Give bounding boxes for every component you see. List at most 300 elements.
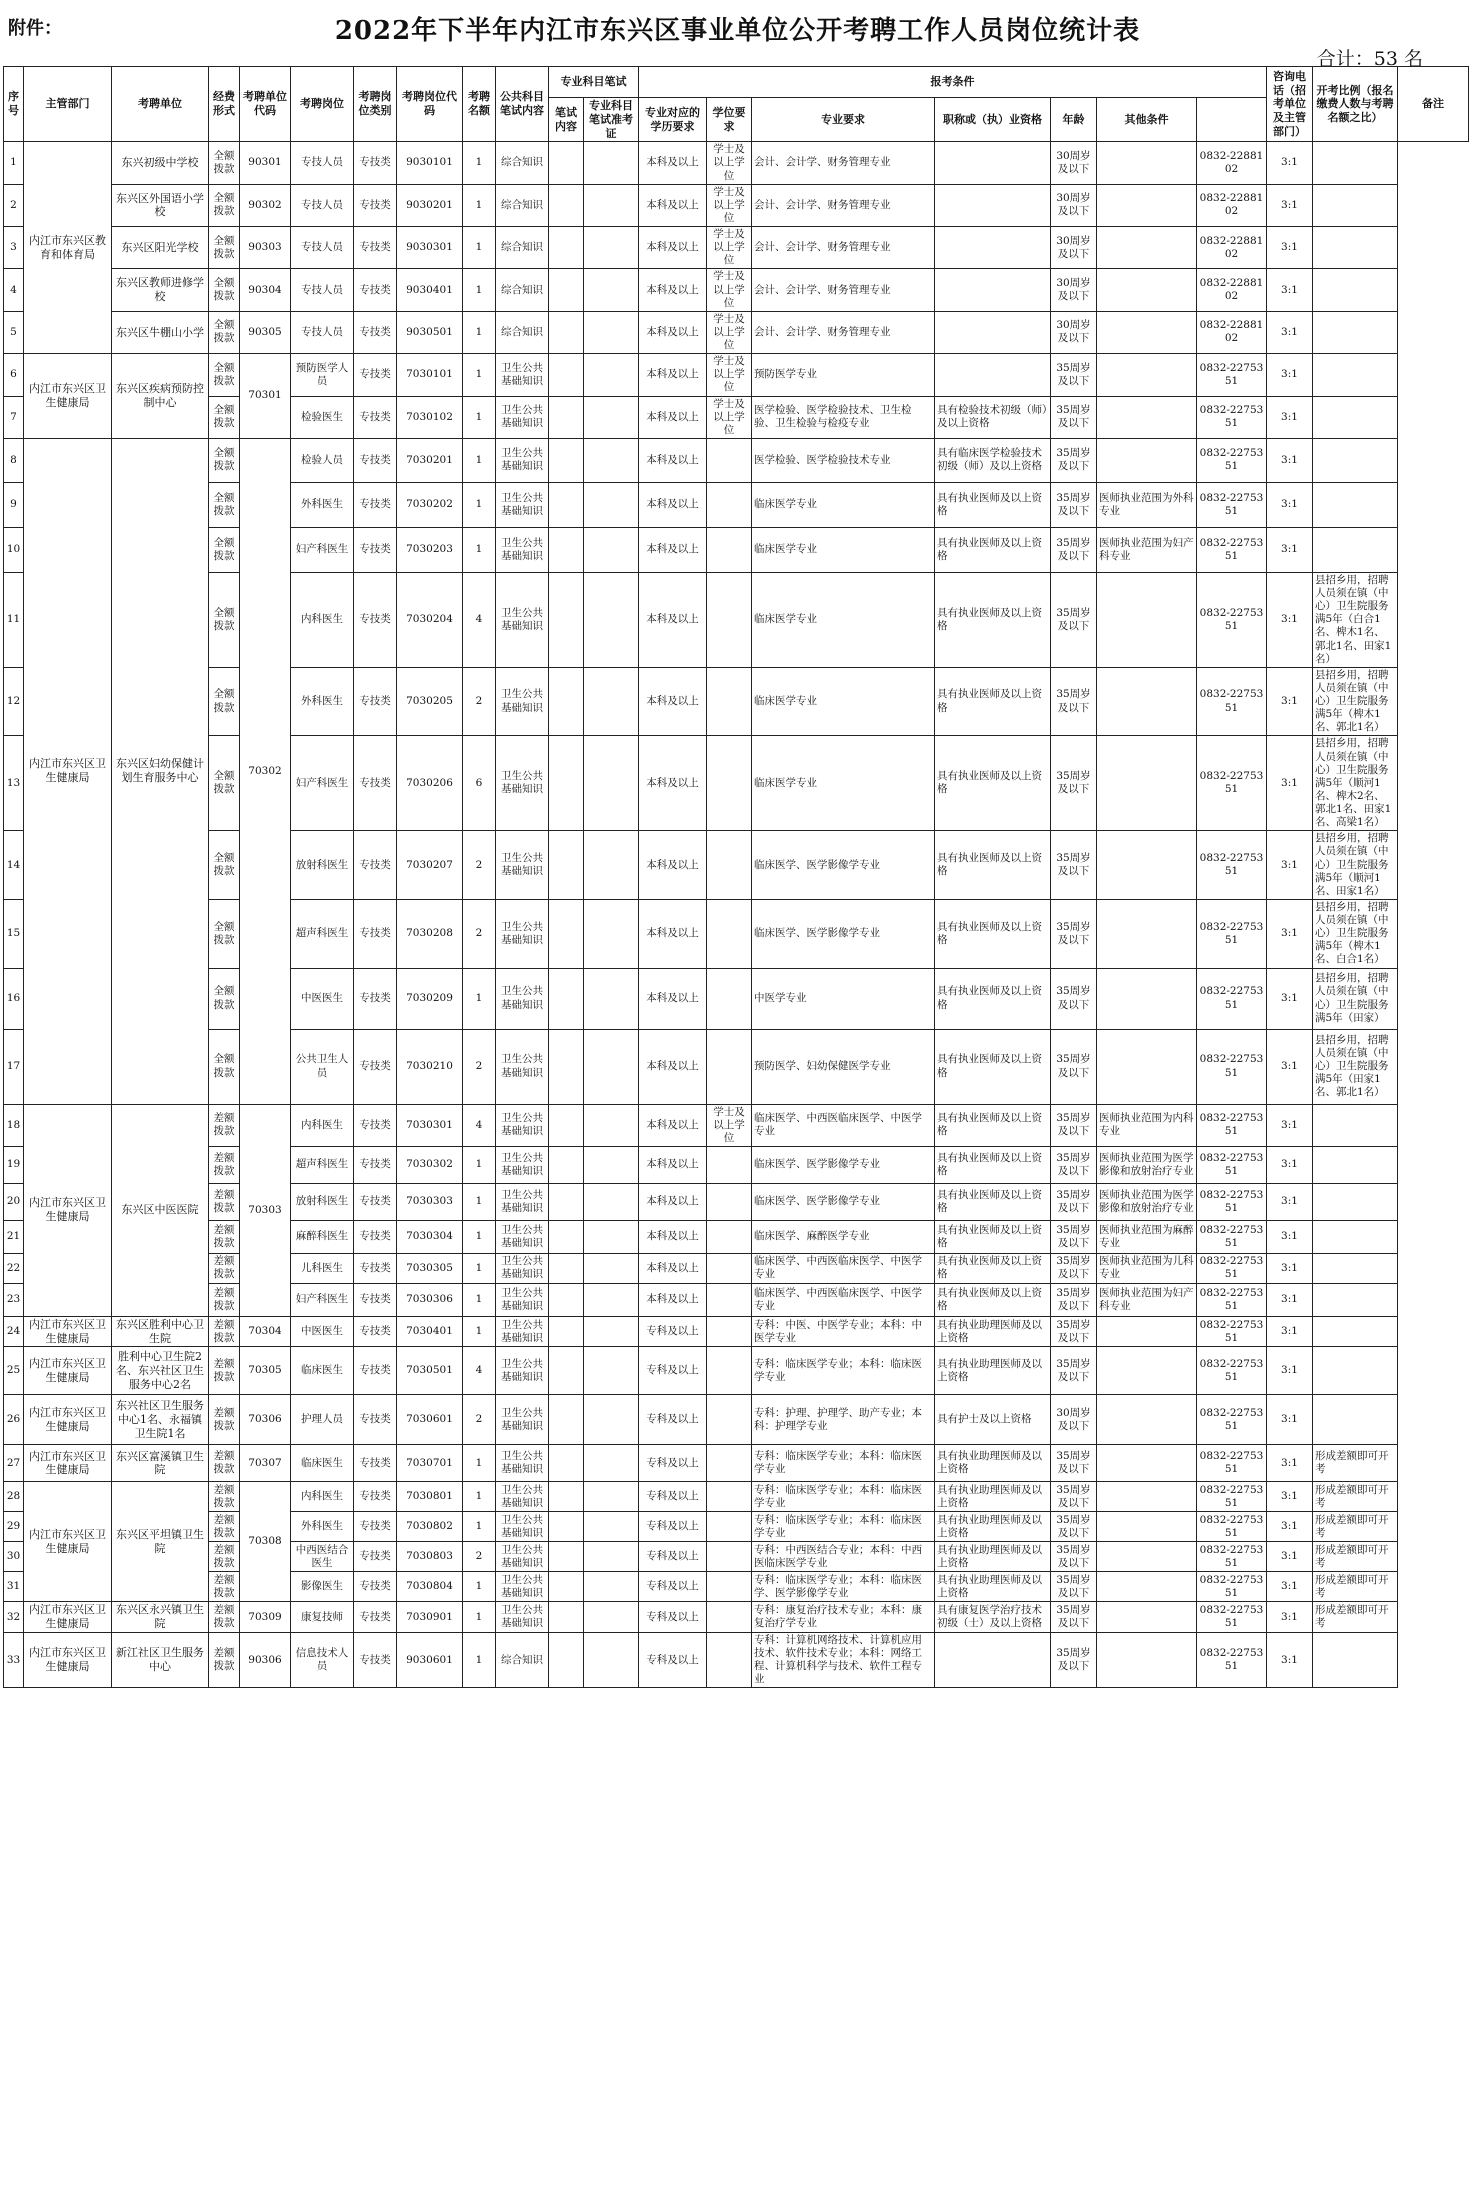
- cell-unit-code: 90304: [240, 269, 291, 311]
- cell-edu: 专科及以上: [639, 1445, 707, 1482]
- cell-phone: 0832-2275351: [1197, 1602, 1267, 1633]
- cell-edu: 专科及以上: [639, 1482, 707, 1512]
- cell-phone: 0832-2275351: [1197, 899, 1267, 968]
- cell-degree: [707, 1316, 752, 1347]
- cell-count: 1: [463, 1283, 496, 1316]
- table-row: [4, 269, 1469, 311]
- cell-fund: 全额拨款: [209, 184, 240, 226]
- cell-post-code: 7030803: [397, 1542, 463, 1572]
- cell-age: 30周岁及以下: [1051, 1395, 1097, 1445]
- cell-remark: [1313, 1146, 1398, 1183]
- cell-count: 1: [463, 1183, 496, 1220]
- cell-post-code: 7030207: [397, 831, 463, 900]
- cell-other: [1097, 1316, 1197, 1347]
- cell-fund: 全额拨款: [209, 354, 240, 396]
- cell-unit: 东兴区平坦镇卫生院: [112, 1482, 209, 1602]
- cell-seq: 25: [4, 1347, 24, 1395]
- cell-age: 35周岁及以下: [1051, 1632, 1097, 1688]
- cell-ratio: 3:1: [1267, 1542, 1313, 1572]
- header-count: 考聘名额: [463, 67, 496, 142]
- cell-prof-ticket: [584, 354, 639, 396]
- cell-edu: 本科及以上: [639, 831, 707, 900]
- cell-edu: 专科及以上: [639, 1316, 707, 1347]
- cell-phone: 0832-2288102: [1197, 184, 1267, 226]
- cell-major: 专科：中西医结合专业；本科：中西医临床医学专业: [752, 1542, 935, 1572]
- cell-remark: 形成差额即可开考: [1313, 1482, 1398, 1512]
- cell-pub-exam: 卫生公共基础知识: [496, 1602, 549, 1633]
- cell-ratio: 3:1: [1267, 1029, 1313, 1104]
- cell-post: 麻醉科医生: [291, 1220, 354, 1253]
- cell-degree: 学士及以上学位: [707, 184, 752, 226]
- cell-prof-ticket: [584, 1347, 639, 1395]
- cell-prof-ticket: [584, 311, 639, 353]
- positions-table: [3, 66, 1469, 1688]
- cell-count: 4: [463, 1347, 496, 1395]
- cell-count: 1: [463, 1602, 496, 1633]
- table-row: [4, 1283, 1469, 1316]
- cell-major: 临床医学、医学影像学专业: [752, 899, 935, 968]
- table-row: [4, 1572, 1469, 1602]
- cell-count: 1: [463, 968, 496, 1029]
- cell-fund: 全额拨款: [209, 142, 240, 184]
- cell-unit: 东兴区疾病预防控制中心: [112, 354, 209, 439]
- cell-post-type: 专技类: [354, 1542, 397, 1572]
- cell-count: 2: [463, 1542, 496, 1572]
- table-row: [4, 1482, 1469, 1512]
- cell-major: 临床医学、麻醉医学专业: [752, 1220, 935, 1253]
- cell-edu: 专科及以上: [639, 1512, 707, 1542]
- cell-degree: [707, 1632, 752, 1688]
- cell-title-req: 具有执业助理医师及以上资格: [935, 1542, 1051, 1572]
- cell-post-code: 7030204: [397, 572, 463, 667]
- cell-post: 内科医生: [291, 572, 354, 667]
- table-row: [4, 1632, 1469, 1688]
- cell-ratio: 3:1: [1267, 1445, 1313, 1482]
- cell-post: 专技人员: [291, 269, 354, 311]
- cell-remark: [1313, 1253, 1398, 1283]
- cell-seq: 13: [4, 736, 24, 831]
- cell-other: [1097, 899, 1197, 968]
- cell-title-req: 具有临床医学检验技术初级（师）及以上资格: [935, 438, 1051, 482]
- cell-pub-exam: 卫生公共基础知识: [496, 572, 549, 667]
- cell-fund: 差额拨款: [209, 1146, 240, 1183]
- cell-age: 35周岁及以下: [1051, 1482, 1097, 1512]
- cell-post-code: 7030102: [397, 396, 463, 438]
- cell-fund: 全额拨款: [209, 227, 240, 269]
- cell-seq: 14: [4, 831, 24, 900]
- cell-count: 1: [463, 1445, 496, 1482]
- cell-prof-ticket: [584, 396, 639, 438]
- cell-age: 35周岁及以下: [1051, 1104, 1097, 1146]
- cell-unit-code: 90306: [240, 1632, 291, 1688]
- positions-body: [4, 142, 1469, 1688]
- cell-pub-exam: 综合知识: [496, 227, 549, 269]
- cell-post-type: 专技类: [354, 1283, 397, 1316]
- cell-post: 检验人员: [291, 438, 354, 482]
- cell-seq: 23: [4, 1283, 24, 1316]
- cell-seq: 5: [4, 311, 24, 353]
- cell-remark: [1313, 184, 1398, 226]
- cell-post-code: 7030210: [397, 1029, 463, 1104]
- cell-pub-exam: 综合知识: [496, 1632, 549, 1688]
- cell-pub-exam: 卫生公共基础知识: [496, 1183, 549, 1220]
- cell-post: 中医医生: [291, 1316, 354, 1347]
- cell-ratio: 3:1: [1267, 831, 1313, 900]
- cell-pub-exam: 卫生公共基础知识: [496, 1542, 549, 1572]
- cell-post-type: 专技类: [354, 1482, 397, 1512]
- cell-title-req: 具有执业助理医师及以上资格: [935, 1482, 1051, 1512]
- cell-degree: [707, 1572, 752, 1602]
- cell-post-type: 专技类: [354, 1146, 397, 1183]
- cell-post-type: 专技类: [354, 269, 397, 311]
- cell-count: 4: [463, 572, 496, 667]
- cell-post-code: 7030301: [397, 1104, 463, 1146]
- cell-phone: 0832-2275351: [1197, 527, 1267, 572]
- cell-post: 超声科医生: [291, 1146, 354, 1183]
- cell-degree: 学士及以上学位: [707, 269, 752, 311]
- cell-remark: [1313, 1395, 1398, 1445]
- cell-remark: [1313, 1632, 1398, 1688]
- cell-title-req: 具有执业医师及以上资格: [935, 899, 1051, 968]
- cell-remark: 县招乡用，招聘人员须在镇（中心）卫生院服务满5年（田家）: [1313, 968, 1398, 1029]
- cell-ratio: 3:1: [1267, 1482, 1313, 1512]
- cell-title-req: 具有执业医师及以上资格: [935, 1283, 1051, 1316]
- cell-count: 2: [463, 667, 496, 736]
- cell-remark: 形成差额即可开考: [1313, 1602, 1398, 1633]
- cell-unit-code: 70309: [240, 1602, 291, 1633]
- cell-edu: 本科及以上: [639, 1146, 707, 1183]
- cell-prof-content: [549, 1283, 584, 1316]
- cell-degree: [707, 527, 752, 572]
- cell-other: [1097, 396, 1197, 438]
- cell-post: 妇产科医生: [291, 736, 354, 831]
- cell-major: 医学检验、医学检验技术、卫生检验、卫生检验与检疫专业: [752, 396, 935, 438]
- cell-phone: 0832-2275351: [1197, 1512, 1267, 1542]
- page-title: 2022年下半年内江市东兴区事业单位公开考聘工作人员岗位统计表: [334, 16, 1141, 46]
- cell-unit-code: 70303: [240, 1104, 291, 1316]
- cell-prof-ticket: [584, 1146, 639, 1183]
- cell-phone: 0832-2275351: [1197, 1316, 1267, 1347]
- cell-fund: 差额拨款: [209, 1183, 240, 1220]
- cell-age: 35周岁及以下: [1051, 1316, 1097, 1347]
- cell-age: 35周岁及以下: [1051, 1347, 1097, 1395]
- cell-prof-ticket: [584, 1183, 639, 1220]
- cell-other: 医师执业范围为内科专业: [1097, 1104, 1197, 1146]
- cell-post: 内科医生: [291, 1104, 354, 1146]
- cell-age: 35周岁及以下: [1051, 1253, 1097, 1283]
- cell-title-req: 具有检验技术初级（师）及以上资格: [935, 396, 1051, 438]
- cell-phone: 0832-2275351: [1197, 1146, 1267, 1183]
- table-row: [4, 572, 1469, 667]
- table-row: [4, 1395, 1469, 1445]
- cell-seq: 19: [4, 1146, 24, 1183]
- cell-fund: 全额拨款: [209, 438, 240, 482]
- cell-post-code: 7030303: [397, 1183, 463, 1220]
- cell-ratio: 3:1: [1267, 184, 1313, 226]
- cell-title-req: [935, 354, 1051, 396]
- cell-unit-code: 70301: [240, 354, 291, 439]
- cell-ratio: 3:1: [1267, 1632, 1313, 1688]
- cell-title-req: 具有执业医师及以上资格: [935, 527, 1051, 572]
- cell-pub-exam: 卫生公共基础知识: [496, 736, 549, 831]
- cell-degree: 学士及以上学位: [707, 396, 752, 438]
- table-row: [4, 1146, 1469, 1183]
- cell-age: 35周岁及以下: [1051, 1283, 1097, 1316]
- cell-major: 预防医学、妇幼保健医学专业: [752, 1029, 935, 1104]
- cell-title-req: 具有执业医师及以上资格: [935, 1183, 1051, 1220]
- cell-post-code: 7030306: [397, 1283, 463, 1316]
- cell-major: 会计、会计学、财务管理专业: [752, 227, 935, 269]
- cell-count: 1: [463, 396, 496, 438]
- cell-other: [1097, 572, 1197, 667]
- cell-prof-content: [549, 736, 584, 831]
- cell-remark: [1313, 1347, 1398, 1395]
- header-phone: 咨询电话（招考单位及主管部门）: [1267, 67, 1313, 142]
- cell-post: 康复技师: [291, 1602, 354, 1633]
- cell-pub-exam: 综合知识: [496, 184, 549, 226]
- cell-seq: 12: [4, 667, 24, 736]
- cell-unit-code: 90303: [240, 227, 291, 269]
- cell-degree: [707, 1283, 752, 1316]
- cell-prof-ticket: [584, 184, 639, 226]
- cell-degree: [707, 899, 752, 968]
- header-cond-group: 报考条件: [639, 67, 1267, 98]
- cell-fund: 差额拨款: [209, 1602, 240, 1633]
- cell-pub-exam: 卫生公共基础知识: [496, 354, 549, 396]
- cell-remark: 县招乡用，招聘人员须在镇（中心）卫生院服务满5年（白合1名、椑木1名、郭北1名、田家1名）: [1313, 572, 1398, 667]
- cell-fund: 全额拨款: [209, 527, 240, 572]
- cell-title-req: 具有执业医师及以上资格: [935, 1146, 1051, 1183]
- cell-prof-content: [549, 1220, 584, 1253]
- cell-fund: 全额拨款: [209, 572, 240, 667]
- cell-fund: 差额拨款: [209, 1395, 240, 1445]
- cell-prof-content: [549, 1104, 584, 1146]
- cell-prof-ticket: [584, 142, 639, 184]
- cell-seq: 26: [4, 1395, 24, 1445]
- cell-degree: [707, 1146, 752, 1183]
- cell-edu: 本科及以上: [639, 1220, 707, 1253]
- cell-post-code: 7030205: [397, 667, 463, 736]
- cell-unit-code: 90302: [240, 184, 291, 226]
- cell-major: 专科：临床医学专业；本科：临床医学专业: [752, 1512, 935, 1542]
- cell-degree: 学士及以上学位: [707, 1104, 752, 1146]
- cell-degree: [707, 1602, 752, 1633]
- cell-title-req: 具有执业医师及以上资格: [935, 572, 1051, 667]
- cell-title-req: 具有执业医师及以上资格: [935, 1220, 1051, 1253]
- cell-edu: 本科及以上: [639, 968, 707, 1029]
- cell-ratio: 3:1: [1267, 1512, 1313, 1542]
- cell-prof-ticket: [584, 1220, 639, 1253]
- cell-prof-content: [549, 1602, 584, 1633]
- cell-seq: 16: [4, 968, 24, 1029]
- cell-remark: 形成差额即可开考: [1313, 1512, 1398, 1542]
- cell-degree: [707, 1347, 752, 1395]
- cell-post-code: 7030901: [397, 1602, 463, 1633]
- cell-unit: 东兴区妇幼保健计划生育服务中心: [112, 438, 209, 1104]
- header-post: 考聘岗位: [291, 67, 354, 142]
- header-title-req: 职称或（执）业资格: [935, 98, 1051, 142]
- cell-ratio: 3:1: [1267, 354, 1313, 396]
- cell-other: [1097, 1632, 1197, 1688]
- cell-pub-exam: 卫生公共基础知识: [496, 1395, 549, 1445]
- cell-other: [1097, 1572, 1197, 1602]
- cell-post-type: 专技类: [354, 968, 397, 1029]
- header-prof-group: 专业科目笔试: [549, 67, 639, 98]
- cell-pub-exam: 卫生公共基础知识: [496, 1104, 549, 1146]
- cell-remark: [1313, 142, 1398, 184]
- cell-other: [1097, 1482, 1197, 1512]
- cell-title-req: 具有护士及以上资格: [935, 1395, 1051, 1445]
- cell-ratio: 3:1: [1267, 1602, 1313, 1633]
- cell-major: 临床医学、中西医临床医学、中医学专业: [752, 1104, 935, 1146]
- cell-post-type: 专技类: [354, 1029, 397, 1104]
- cell-seq: 29: [4, 1512, 24, 1542]
- cell-post: 妇产科医生: [291, 527, 354, 572]
- cell-degree: [707, 572, 752, 667]
- cell-ratio: 3:1: [1267, 1104, 1313, 1146]
- cell-other: [1097, 227, 1197, 269]
- table-row: [4, 311, 1469, 353]
- cell-post-code: 7030804: [397, 1572, 463, 1602]
- cell-seq: 20: [4, 1183, 24, 1220]
- cell-count: 1: [463, 1572, 496, 1602]
- header-seq: 序号: [4, 67, 24, 142]
- cell-major: 专科：临床医学专业；本科：临床医学、医学影像学专业: [752, 1572, 935, 1602]
- cell-post-type: 专技类: [354, 667, 397, 736]
- cell-prof-content: [549, 482, 584, 527]
- table-row: [4, 899, 1469, 968]
- cell-pub-exam: 卫生公共基础知识: [496, 1220, 549, 1253]
- cell-unit-code: 70305: [240, 1347, 291, 1395]
- cell-degree: [707, 438, 752, 482]
- cell-prof-content: [549, 1632, 584, 1688]
- cell-prof-ticket: [584, 269, 639, 311]
- cell-phone: 0832-2275351: [1197, 1347, 1267, 1395]
- cell-seq: 1: [4, 142, 24, 184]
- cell-seq: 3: [4, 227, 24, 269]
- cell-ratio: 3:1: [1267, 899, 1313, 968]
- cell-unit: 东兴区阳光学校: [112, 227, 209, 269]
- cell-phone: 0832-2275351: [1197, 1395, 1267, 1445]
- cell-fund: 差额拨款: [209, 1512, 240, 1542]
- table-row: [4, 968, 1469, 1029]
- cell-fund: 全额拨款: [209, 482, 240, 527]
- table-row: [4, 1445, 1469, 1482]
- cell-unit: 胜利中心卫生院2名、东兴社区卫生服务中心2名: [112, 1347, 209, 1395]
- cell-title-req: 具有执业助理医师及以上资格: [935, 1445, 1051, 1482]
- header-prof-ticket: 专业科目笔试准考证: [584, 98, 639, 142]
- cell-age: 35周岁及以下: [1051, 1602, 1097, 1633]
- cell-post: 专技人员: [291, 142, 354, 184]
- cell-post: 临床医生: [291, 1347, 354, 1395]
- cell-phone: 0832-2275351: [1197, 1220, 1267, 1253]
- cell-fund: 差额拨款: [209, 1482, 240, 1512]
- cell-post-code: 7030203: [397, 527, 463, 572]
- cell-seq: 28: [4, 1482, 24, 1512]
- cell-title-req: [935, 142, 1051, 184]
- cell-count: 1: [463, 1632, 496, 1688]
- cell-edu: 专科及以上: [639, 1395, 707, 1445]
- cell-major: 专科：计算机网络技术、计算机应用技术、软件技术专业；本科：网络工程、计算机科学与技术、软件工程专业: [752, 1632, 935, 1688]
- cell-edu: 本科及以上: [639, 482, 707, 527]
- cell-title-req: 具有执业医师及以上资格: [935, 736, 1051, 831]
- cell-post-code: 7030802: [397, 1512, 463, 1542]
- cell-unit: 东兴区富溪镇卫生院: [112, 1445, 209, 1482]
- cell-count: 1: [463, 1220, 496, 1253]
- cell-age: 35周岁及以下: [1051, 831, 1097, 900]
- cell-post-code: 7030208: [397, 899, 463, 968]
- cell-fund: 全额拨款: [209, 269, 240, 311]
- cell-post-type: 专技类: [354, 572, 397, 667]
- cell-fund: 差额拨款: [209, 1572, 240, 1602]
- cell-other: [1097, 142, 1197, 184]
- cell-age: 35周岁及以下: [1051, 1183, 1097, 1220]
- cell-ratio: 3:1: [1267, 227, 1313, 269]
- cell-ratio: 3:1: [1267, 269, 1313, 311]
- cell-unit-code: 90301: [240, 142, 291, 184]
- cell-pub-exam: 卫生公共基础知识: [496, 1445, 549, 1482]
- cell-age: 35周岁及以下: [1051, 968, 1097, 1029]
- cell-ratio: 3:1: [1267, 968, 1313, 1029]
- cell-dept: 内江市东兴区卫生健康局: [24, 1602, 112, 1633]
- cell-count: 2: [463, 831, 496, 900]
- cell-major: 专科：护理、护理学、助产专业；本科：护理学专业: [752, 1395, 935, 1445]
- cell-prof-content: [549, 1395, 584, 1445]
- cell-edu: 专科及以上: [639, 1542, 707, 1572]
- header-ratio: 开考比例（报名缴费人数与考聘名额之比）: [1313, 67, 1398, 142]
- table-row: [4, 396, 1469, 438]
- cell-unit: 东兴社区卫生服务中心1名、永福镇卫生院1名: [112, 1395, 209, 1445]
- cell-seq: 21: [4, 1220, 24, 1253]
- cell-edu: 本科及以上: [639, 354, 707, 396]
- cell-ratio: 3:1: [1267, 438, 1313, 482]
- cell-age: 35周岁及以下: [1051, 1512, 1097, 1542]
- cell-post-code: 9030401: [397, 269, 463, 311]
- cell-age: 35周岁及以下: [1051, 736, 1097, 831]
- cell-fund: 全额拨款: [209, 311, 240, 353]
- header-prof-content: 笔试内容: [549, 98, 584, 142]
- cell-post-code: 7030201: [397, 438, 463, 482]
- cell-prof-content: [549, 1253, 584, 1283]
- header-post-type: 考聘岗位类别: [354, 67, 397, 142]
- cell-title-req: 具有执业医师及以上资格: [935, 831, 1051, 900]
- cell-other: 医师执业范围为外科专业: [1097, 482, 1197, 527]
- table-row: [4, 142, 1469, 184]
- cell-phone: 0832-2275351: [1197, 831, 1267, 900]
- cell-prof-content: [549, 227, 584, 269]
- cell-post-code: 7030801: [397, 1482, 463, 1512]
- cell-ratio: 3:1: [1267, 142, 1313, 184]
- cell-remark: [1313, 311, 1398, 353]
- cell-prof-ticket: [584, 1445, 639, 1482]
- cell-phone: 0832-2275351: [1197, 1183, 1267, 1220]
- annex-label: 附件：: [8, 18, 62, 39]
- cell-fund: 全额拨款: [209, 831, 240, 900]
- cell-post-type: 专技类: [354, 1572, 397, 1602]
- cell-post: 内科医生: [291, 1482, 354, 1512]
- cell-title-req: 具有执业助理医师及以上资格: [935, 1347, 1051, 1395]
- cell-degree: [707, 968, 752, 1029]
- cell-degree: [707, 1445, 752, 1482]
- cell-degree: [707, 831, 752, 900]
- cell-post-type: 专技类: [354, 899, 397, 968]
- cell-prof-content: [549, 438, 584, 482]
- cell-prof-content: [549, 311, 584, 353]
- cell-prof-ticket: [584, 1482, 639, 1512]
- cell-seq: 4: [4, 269, 24, 311]
- cell-seq: 17: [4, 1029, 24, 1104]
- cell-phone: 0832-2275351: [1197, 354, 1267, 396]
